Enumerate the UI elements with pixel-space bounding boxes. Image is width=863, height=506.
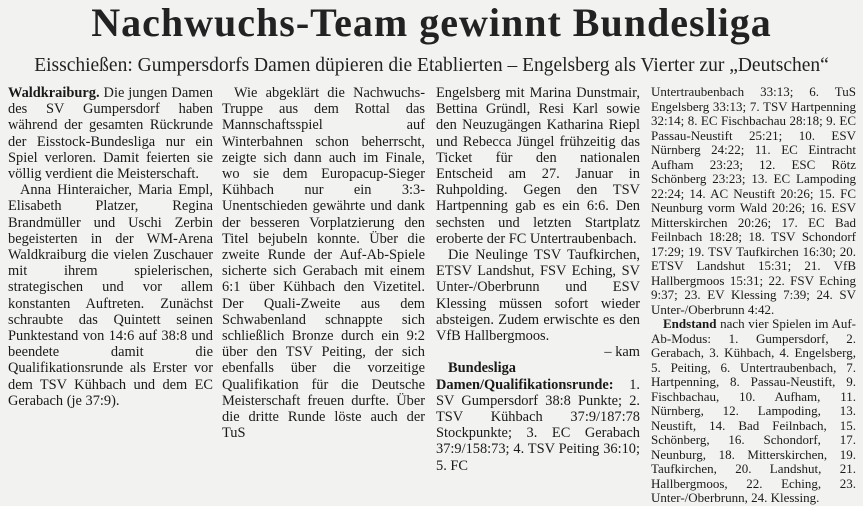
- results-paragraph: [436, 360, 640, 473]
- article-column-4: [651, 84, 856, 505]
- dateline: Waldkraiburg.: [8, 85, 100, 101]
- author-signature: – kam: [604, 344, 640, 361]
- final-label: Endstand: [663, 316, 717, 331]
- subheadline: Eisschießen: Gumpersdorfs Damen düpieren die Etablierten – Engelsberg als Vierter zur „Deutschen“: [34, 55, 829, 76]
- results-label: Bundesliga Damen/Qualifikationsrunde:: [436, 360, 614, 393]
- final-text: nach vier Spielen im Auf-Ab-Modus: 1. Gumpersdorf, 2. Gerabach, 3. Kühbach, 4. Engelsberg, 5. Peiting, 6. Untertraubenbach, 7. Hartpenning, 8. Passau-Neustift, 9. Fischbachau, 10. Aufham, 11. Nürnberg, 12. Lampoding, 13. Neustift, 14. Bad Feilnbach, 15. Schönberg, 16. Schondorf, 17. Neunburg, 18. Mitterskirchen, 19. Taufkirchen, 20. Landshut, 21. Hallbergmoos, 22. Eching, 23. Unter-/Oberbrunn, 24. Klessing.: [651, 316, 856, 505]
- paragraph: Wie abgeklärt die Nachwuchs-Truppe aus dem Rottal das Mannschaftsspiel auf Winterbahnen schon beherrscht, zeigte sich dann auch im Finale, wo sie dem Europacup-Sieger Kühbach nur ein 3:3-Unentschieden gewährte und dank der besseren Vorplatzierung den Titel bejubeln konnte. Über die zweite Runde der Auf-Ab-Spiele sicherte sich Gerabach mit einem 6:1 über Kühbach den Vizetitel. Der Quali-Zweite aus dem Schwabenland schnappte sich schließlich Bronze durch ein 9:2 über den TSV Peiting, der sich ebenfalls über die vorzeitige Qualifikation für die Deutsche Meisterschaft freuen durfte. Über die dritte Runde löste auch der TuS: [222, 85, 425, 442]
- results-continued: Untertraubenbach 33:13; 6. TuS Engelsberg 33:13; 7. TSV Hartpenning 32:14; 8. EC Fischbachau 28:18; 9. EC Passau-Neustift 25:21; 10. ESV Nürnberg 24:22; 11. EC Eintracht Aufham 23:23; 12. ESC Rötz Schönberg 23:23; 13. EC Lampoding 22:24; 14. AC Neustift 20:26; 15. FC Neunburg vorm Wald 20:26; 16. ESV Mitterskirchen 20:26; 17. EC Bad Feilnbach 18:28; 18. TSV Schondorf 17:29; 19. TSV Taufkirchen 16:30; 20. ETSV Landshut 15:31; 21. VfB Hallbergmoos 15:31; 22. FSV Eching 9:37; 23. EV Klessing 7:39; 24. SV Unter-/Oberbrunn 4:42.: [651, 84, 856, 317]
- results-text: 1. SV Gumpersdorf 38:8 Punkte; 2. TSV Kühbach 37:9/187:78 Stockpunkte; 3. EC Gerabach 37:9/158:73; 4. TSV Peiting 36:10; 5. FC: [436, 376, 640, 474]
- paragraph: [436, 247, 640, 360]
- article-column-3: [436, 85, 640, 474]
- paragraph: Engelsberg mit Marina Dunstmair, Bettina Gründl, Resi Karl sowie den Neuzugängen Katharina Riepl und Rebecca Jüngel frühzeitig das Ticket für den nationalen Entscheid am 27. Januar in Ruhpolding. Gegen den TSV Hartpenning gab es ein 6:6. Den sechsten und letzten Startplatz eroberte der FC Untertraubenbach.: [436, 85, 640, 247]
- article-column-2: [222, 85, 425, 442]
- paragraph: Anna Hinteraicher, Maria Empl, Elisabeth Platzer, Regina Brandmüller und Uschi Zerbin begeisterten in der WM-Arena Waldkraiburg die vielen Zuschauer mit ihrem spielerischen, strategischen und vor allem konstanten Auftreten. Zunächst schraubte das Quintett seinen Punktestand von 14:6 auf 38:8 und beendete damit die Qualifikationsrunde als Erster vor dem TSV Kühbach und dem EC Gerabach (je 37:9).: [8, 182, 213, 409]
- article-column-1: [8, 85, 213, 409]
- paragraph-text: Die Neulinge TSV Taufkirchen, ETSV Landshut, FSV Eching, SV Unter-/Oberbrunn und ESV Klessing müssen sofort wieder absteigen. Zudem erwischte es den VfB Hallbergmoos.: [436, 247, 640, 345]
- paragraph-text: Die jungen Damen des SV Gumpersdorf haben während der gesamten Rückrunde der Eisstock-Bundesliga nur ein Spiel verloren. Damit feierten sie völlig verdient die Meisterschaft.: [8, 85, 213, 183]
- headline: Nachwuchs-Team gewinnt Bundesliga: [91, 0, 772, 45]
- paragraph: [8, 85, 213, 182]
- final-standings: [651, 317, 856, 506]
